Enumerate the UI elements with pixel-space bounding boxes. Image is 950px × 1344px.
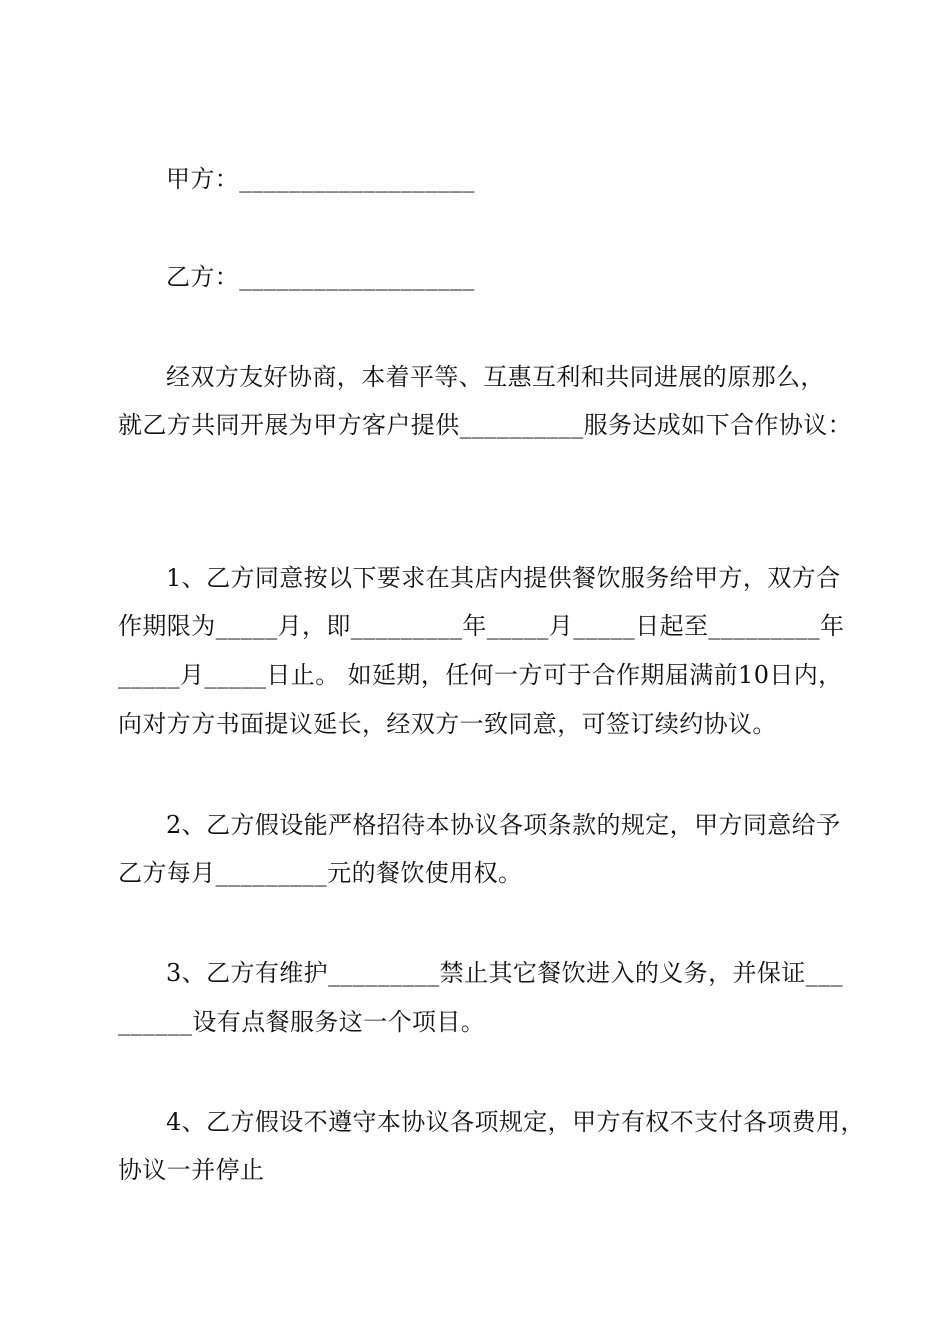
clause1-line-4: 向对方方书面提议延长，经双方一致同意，可签订续约协议。 (118, 710, 777, 738)
party-b-line: 乙方：___________________ (166, 263, 475, 291)
clause1-line-1: 1、乙方同意按以下要求在其店内提供餐饮服务给甲方，双方合 (166, 564, 841, 592)
clause4-line-1: 4、乙方假设不遵守本协议各项规定，甲方有权不支付各项费用， (166, 1108, 865, 1136)
clause2-line-2: 乙方每月_________元的餐饮使用权。 (118, 859, 523, 887)
party-a-line: 甲方：___________________ (166, 165, 475, 193)
clause1-line-3: _____月_____日止。 如延期，任何一方可于合作期届满前10日内， (118, 661, 843, 689)
clause1-line-2: 作期限为_____月，即_________年_____月_____日起至_________年 (118, 612, 845, 640)
clause4-line-2: 协议一并停止 (118, 1156, 265, 1184)
clause2-line-1: 2、乙方假设能严格招待本协议各项条款的规定，甲方同意给予 (166, 811, 841, 839)
intro-line-1: 经双方友好协商，本着平等、互惠互利和共同进展的原那么， (166, 363, 825, 391)
intro-line-2: 就乙方共同开展为甲方客户提供__________服务达成如下合作协议： (118, 411, 852, 439)
clause3-line-1: 3、乙方有维护_________禁止其它餐饮进入的义务，并保证___ (166, 959, 843, 987)
clause3-line-2: ______设有点餐服务这一个项目。 (118, 1008, 486, 1036)
